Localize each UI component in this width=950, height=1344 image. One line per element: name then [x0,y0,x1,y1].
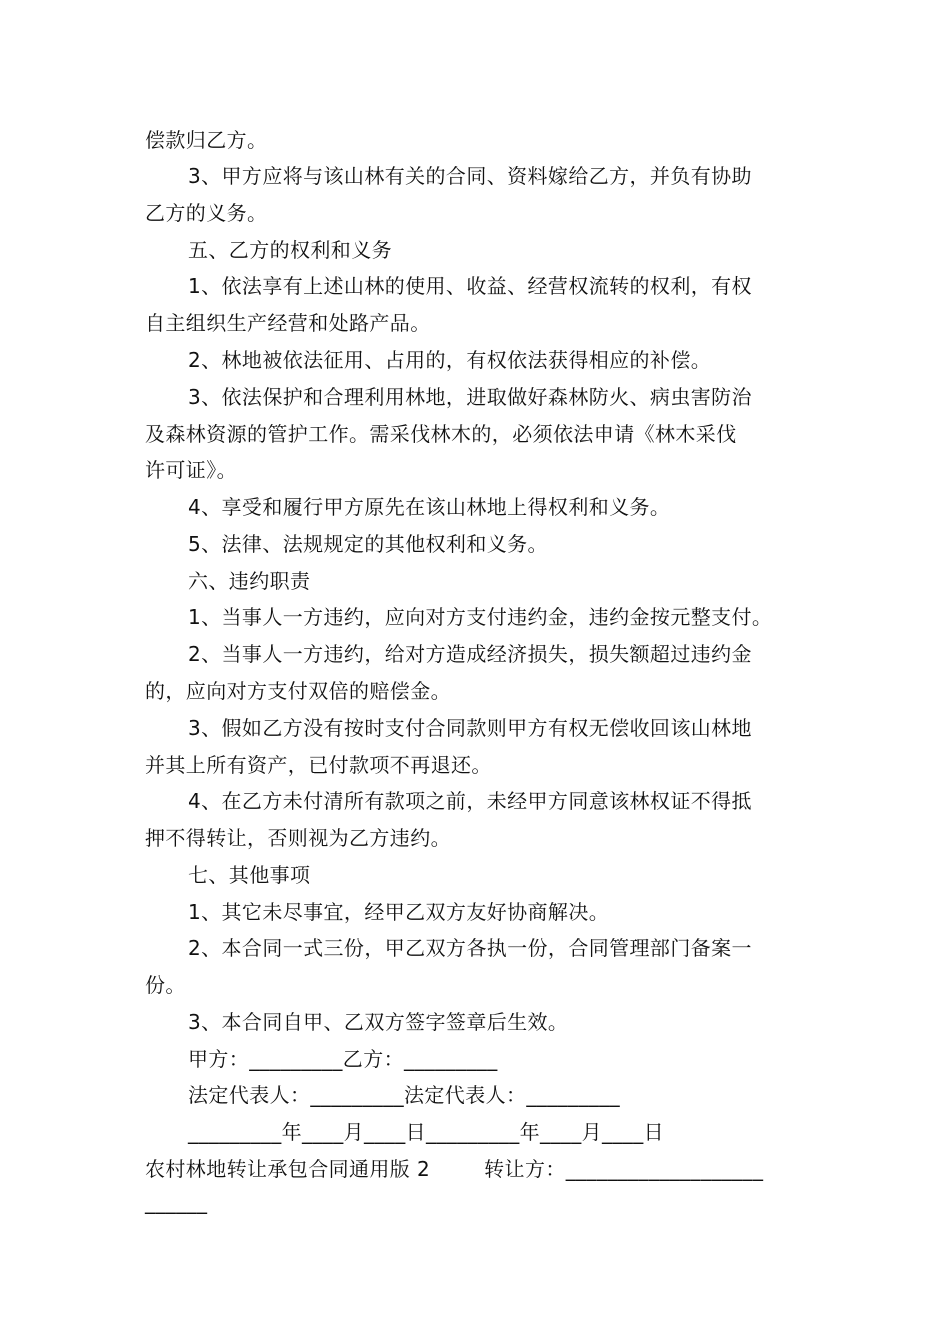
text-line: 许可证》。 [145,458,237,482]
text-line: 自主组织生产经营和处路产品。 [145,311,431,335]
text-line: 2、本合同一式三份，甲乙双方各执一份，合同管理部门备案一 [188,936,752,960]
text-line: 1、依法享有上述山林的使用、收益、经营权流转的权利，有权 [188,274,752,298]
section-heading: 七、其他事项 [188,863,311,887]
text-line: 5、法律、法规规定的其他权利和义务。 [188,532,548,556]
text-line: 2、当事人一方违约，给对方造成经济损失，损失额超过违约金 [188,642,752,666]
text-line: 乙方的义务。 [145,201,268,225]
text-line: 份。 [145,973,186,997]
text-line: 3、甲方应将与该山林有关的合同、资料嫁给乙方，并负有协助 [188,164,752,188]
text-line: 2、林地被依法征用、占用的，有权依法获得相应的补偿。 [188,348,712,372]
title-line: 农村林地转让承包合同通用版 2 转让方：___________________ [145,1157,764,1181]
text-line: 3、依法保护和合理利用林地，进取做好森林防火、病虫害防治 [188,385,752,409]
text-line: 及森林资源的管护工作。需采伐林木的，必须依法申请《林木采伐 [145,422,737,446]
text-line: 偿款归乙方。 [145,128,268,152]
text-line: 押不得转让，否则视为乙方违约。 [145,826,451,850]
text-line: 1、其它未尽事宜，经甲乙双方友好协商解决。 [188,900,610,924]
date-line: _________年____月____日_________年____月____日 [188,1120,664,1144]
section-heading: 六、违约职责 [188,569,311,593]
text-line: 3、假如乙方没有按时支付合同款则甲方有权无偿收回该山林地 [188,716,752,740]
text-line: 并其上所有资产，已付款项不再退还。 [145,753,492,777]
text-line: 4、享受和履行甲方原先在该山林地上得权利和义务。 [188,495,671,519]
text-line: 3、本合同自甲、乙双方签字签章后生效。 [188,1010,569,1034]
section-heading: 五、乙方的权利和义务 [188,238,392,262]
text-line: 4、在乙方未付清所有款项之前，未经甲方同意该林权证不得抵 [188,789,752,813]
signature-line: 甲方：_________乙方：_________ [188,1047,498,1071]
text-line: 1、当事人一方违约，应向对方支付违约金，违约金按元整支付。 [188,605,773,629]
text-line: 的，应向对方支付双倍的赔偿金。 [145,679,451,703]
text-line: ______ [145,1190,208,1214]
signature-line: 法定代表人：_________法定代表人：_________ [188,1083,620,1107]
